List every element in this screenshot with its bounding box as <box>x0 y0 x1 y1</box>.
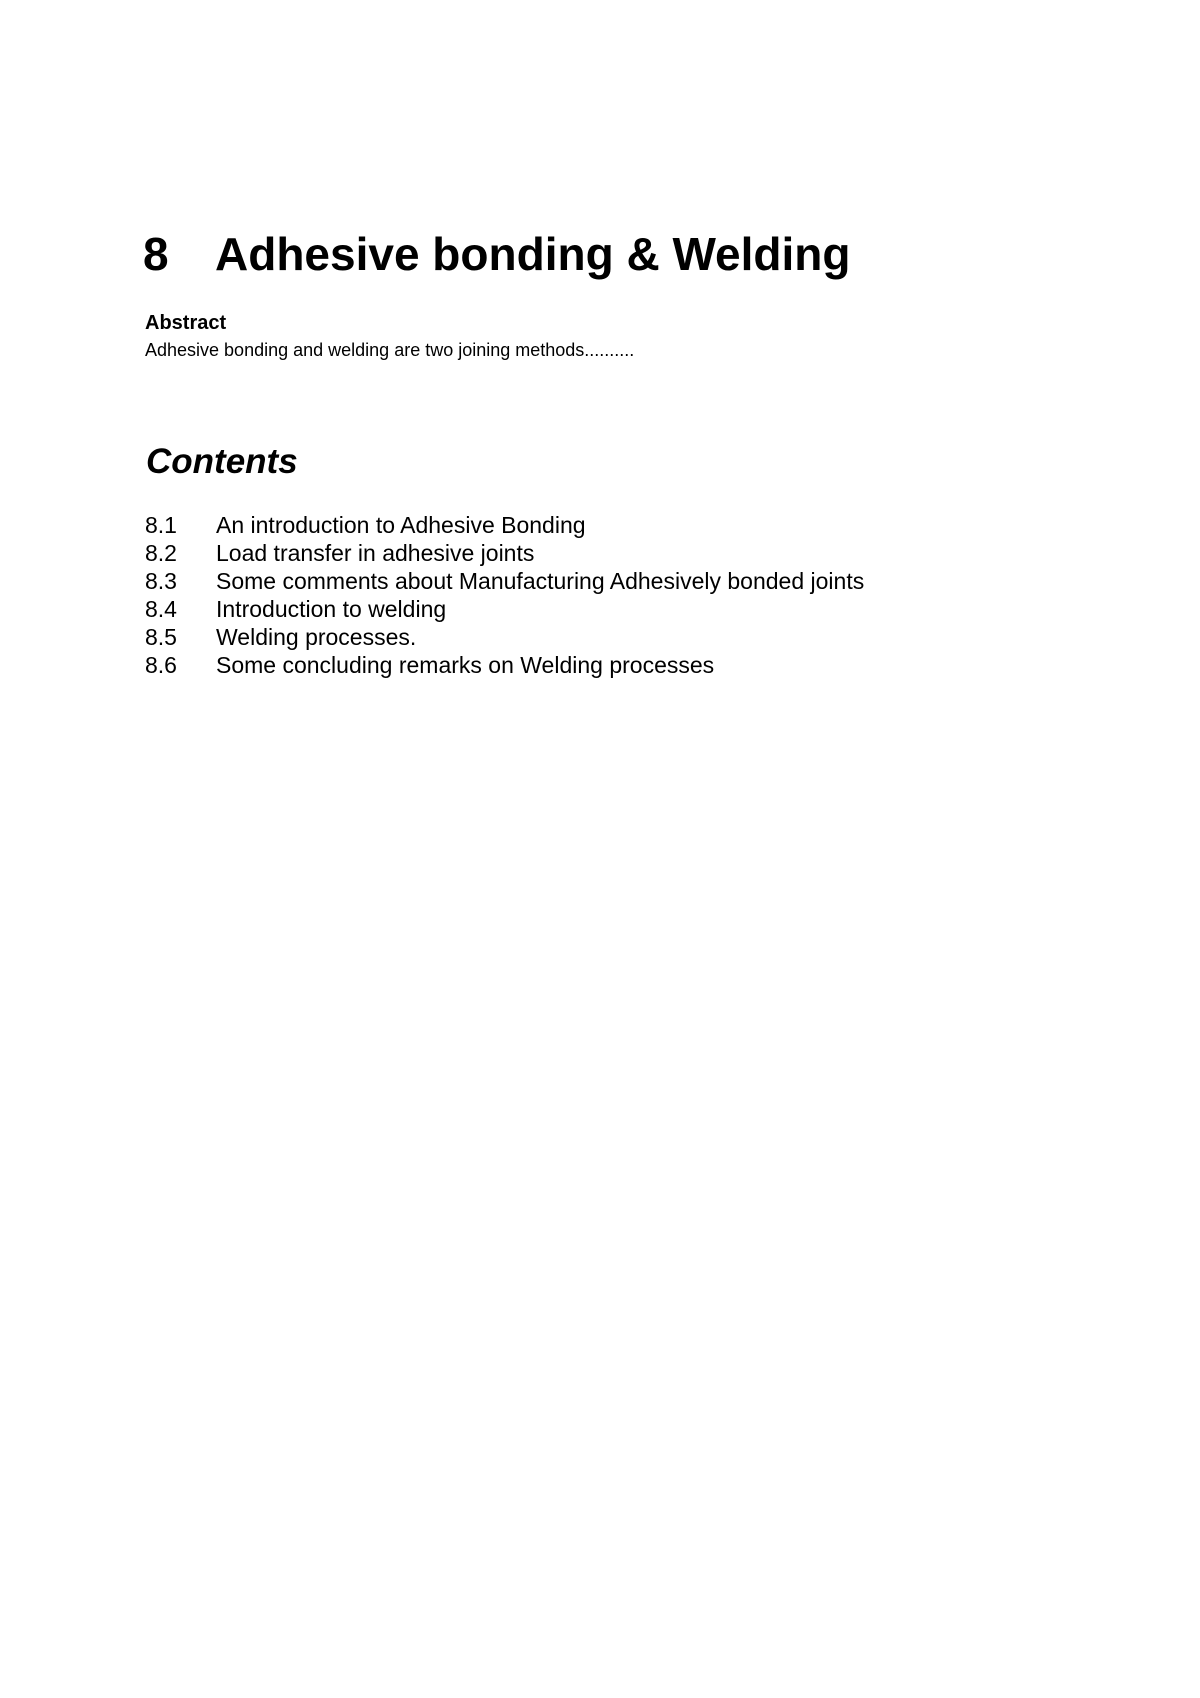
toc-title: Load transfer in adhesive joints <box>216 540 535 566</box>
toc-number: 8.4 <box>145 596 177 622</box>
abstract-text: Adhesive bonding and welding are two joining methods.......... <box>145 340 635 360</box>
toc-item-8-2 <box>145 539 864 567</box>
abstract-heading: Abstract <box>145 312 227 334</box>
toc-title: Some concluding remarks on Welding processes <box>216 652 715 678</box>
toc-title: An introduction to Adhesive Bonding <box>216 512 586 538</box>
toc-item-8-6 <box>145 651 864 679</box>
chapter-title: Adhesive bonding & Welding <box>215 228 851 280</box>
toc-number: 8.3 <box>145 568 177 594</box>
toc-title: Welding processes. <box>216 624 417 650</box>
toc-item-8-3 <box>145 567 864 595</box>
toc-item-8-1 <box>145 511 864 539</box>
toc-number: 8.2 <box>145 540 177 566</box>
toc-item-8-4 <box>145 595 864 623</box>
toc-number: 8.1 <box>145 512 177 538</box>
chapter-number: 8 <box>143 228 169 280</box>
toc-title: Introduction to welding <box>216 596 447 622</box>
toc-number: 8.5 <box>145 624 177 650</box>
table-of-contents <box>145 511 864 679</box>
toc-number: 8.6 <box>145 652 177 678</box>
contents-heading: Contents <box>146 442 298 481</box>
chapter-heading <box>143 226 851 282</box>
toc-item-8-5 <box>145 623 864 651</box>
toc-title: Some comments about Manufacturing Adhesively bonded joints <box>216 568 865 594</box>
